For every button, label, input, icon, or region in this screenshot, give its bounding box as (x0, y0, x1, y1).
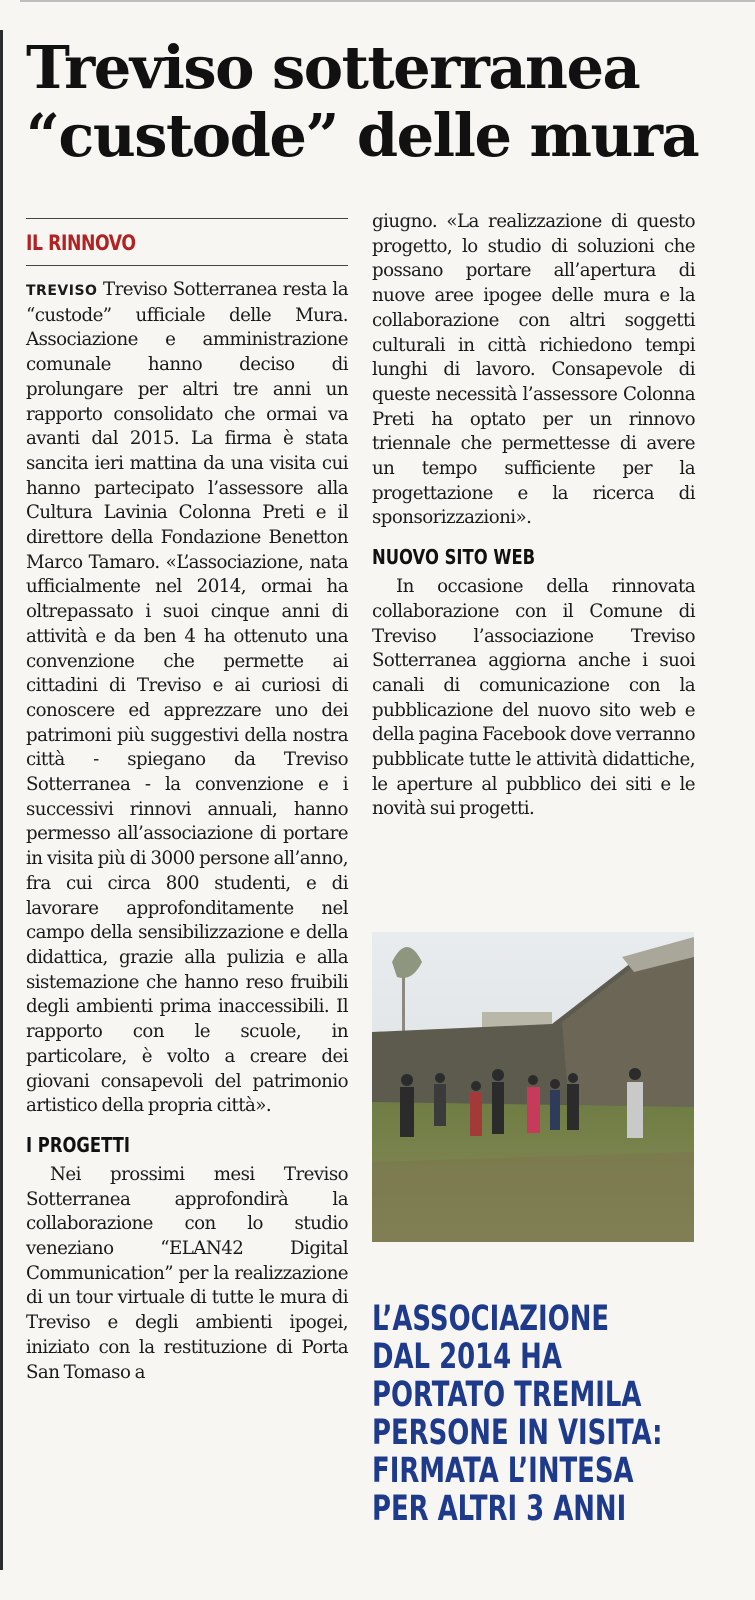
pull-quote-line-6: PER ALTRI 3 ANNI (372, 1489, 627, 1529)
kicker-top-rule (26, 218, 348, 219)
paragraph-1-text: Treviso Sotterranea resta la “custode” ufficiale delle Mura. Associazione e amministrazione comunale hanno deciso di prolungare per altri tre anni un rapporto consolidato che ormai va avanti dal 2015. La firma è stata sancita ieri mattina da una visita cui hanno partecipato l’assessore alla Cultura Lavinia Colonna Preti e il direttore della Fondazione Benetton Marco Tamaro. «L’associazione, nata ufficialmente nel 2014, ormai ha oltrepassato i suoi cinque anni di attività e da ben 4 ha ottenuto una convenzione che permette ai cittadini di Treviso e ai curiosi di conoscere ed apprezzare uno dei patrimoni più suggestivi della nostra città - spiegano da Treviso Sotterranea - la convenzione e i successivi rinnovi annuali, hanno permesso all’associazione di portare in visita più di 3000 persone all’anno, fra cui circa 800 studenti, e di lavorare approfonditamente nel campo della sensibilizzazione e della didattica, grazie alla pulizia e alla sistemazione che hanno reso fruibili degli ambienti prima inaccessibili. Il rapporto con le scuole, in particolare, è volto a creare dei giovani consapevoli del patrimonio artistico della propria città». (26, 279, 348, 1117)
group-photo (372, 932, 694, 1242)
subhead-sito-web: NUOVO SITO WEB (372, 545, 536, 570)
article-paragraph-2: Nei prossimi mesi Treviso Sotterranea approfondirà la collaborazione con lo studio veneziano “ELAN42 Digital Communication” per la realizzazione di un tour virtuale di tutte le mura di Treviso e degli ambienti ipogei, iniziato con la restituzione di Porta San Tomaso a (26, 1163, 348, 1383)
headline (26, 34, 746, 170)
left-column-rule (0, 30, 3, 1570)
pull-quote-line-3: PORTATO TREMILA (372, 1375, 642, 1415)
headline-line-2: “custode” delle mura (26, 101, 699, 170)
headline-line-1: Treviso sotterranea (26, 33, 640, 102)
article-paragraph-1 (26, 278, 348, 1119)
kicker-label: IL RINNOVO (26, 231, 136, 255)
kicker-bottom-rule (26, 265, 348, 266)
top-divider (20, 0, 755, 2)
article-column-1 (26, 218, 348, 1385)
pull-quote-line-2: DAL 2014 HA (372, 1337, 562, 1377)
pull-quote-line-5: FIRMATA L’INTESA (372, 1451, 634, 1491)
pull-quote (372, 1300, 702, 1528)
article-paragraph-4: In occasione della rinnovata collaborazione con il Comune di Treviso l’associazione Treviso Sotterranea aggiorna anche i suoi canali di comunicazione con la pubblicazione del nuovo sito web e della pagina Facebook dove verranno pubblicate tutte le attività didattiche, le aperture al pubblico dei siti e le novità sui progetti. (372, 576, 695, 820)
article-column-2 (372, 210, 695, 822)
pull-quote-line-1: L’ASSOCIAZIONE (372, 1299, 610, 1339)
dateline: TREVISO (26, 283, 98, 299)
pull-quote-line-4: PERSONE IN VISITA: (372, 1413, 663, 1453)
subhead-progetti: I PROGETTI (26, 1132, 130, 1157)
group-photo-icon (372, 932, 694, 1242)
article-paragraph-3: giugno. «La realizzazione di questo progetto, lo studio di soluzioni che possano portare all’apertura di nuove aree ipogee delle mura e la collaborazione con altri soggetti culturali in città richiedono tempi lunghi di lavoro. Consapevole di queste necessità l’assessore Colonna Preti ha optato per un rinnovo triennale che permettesse di avere un tempo sufficiente per la progettazione e la ricerca di sponsorizzazioni». (372, 211, 695, 529)
